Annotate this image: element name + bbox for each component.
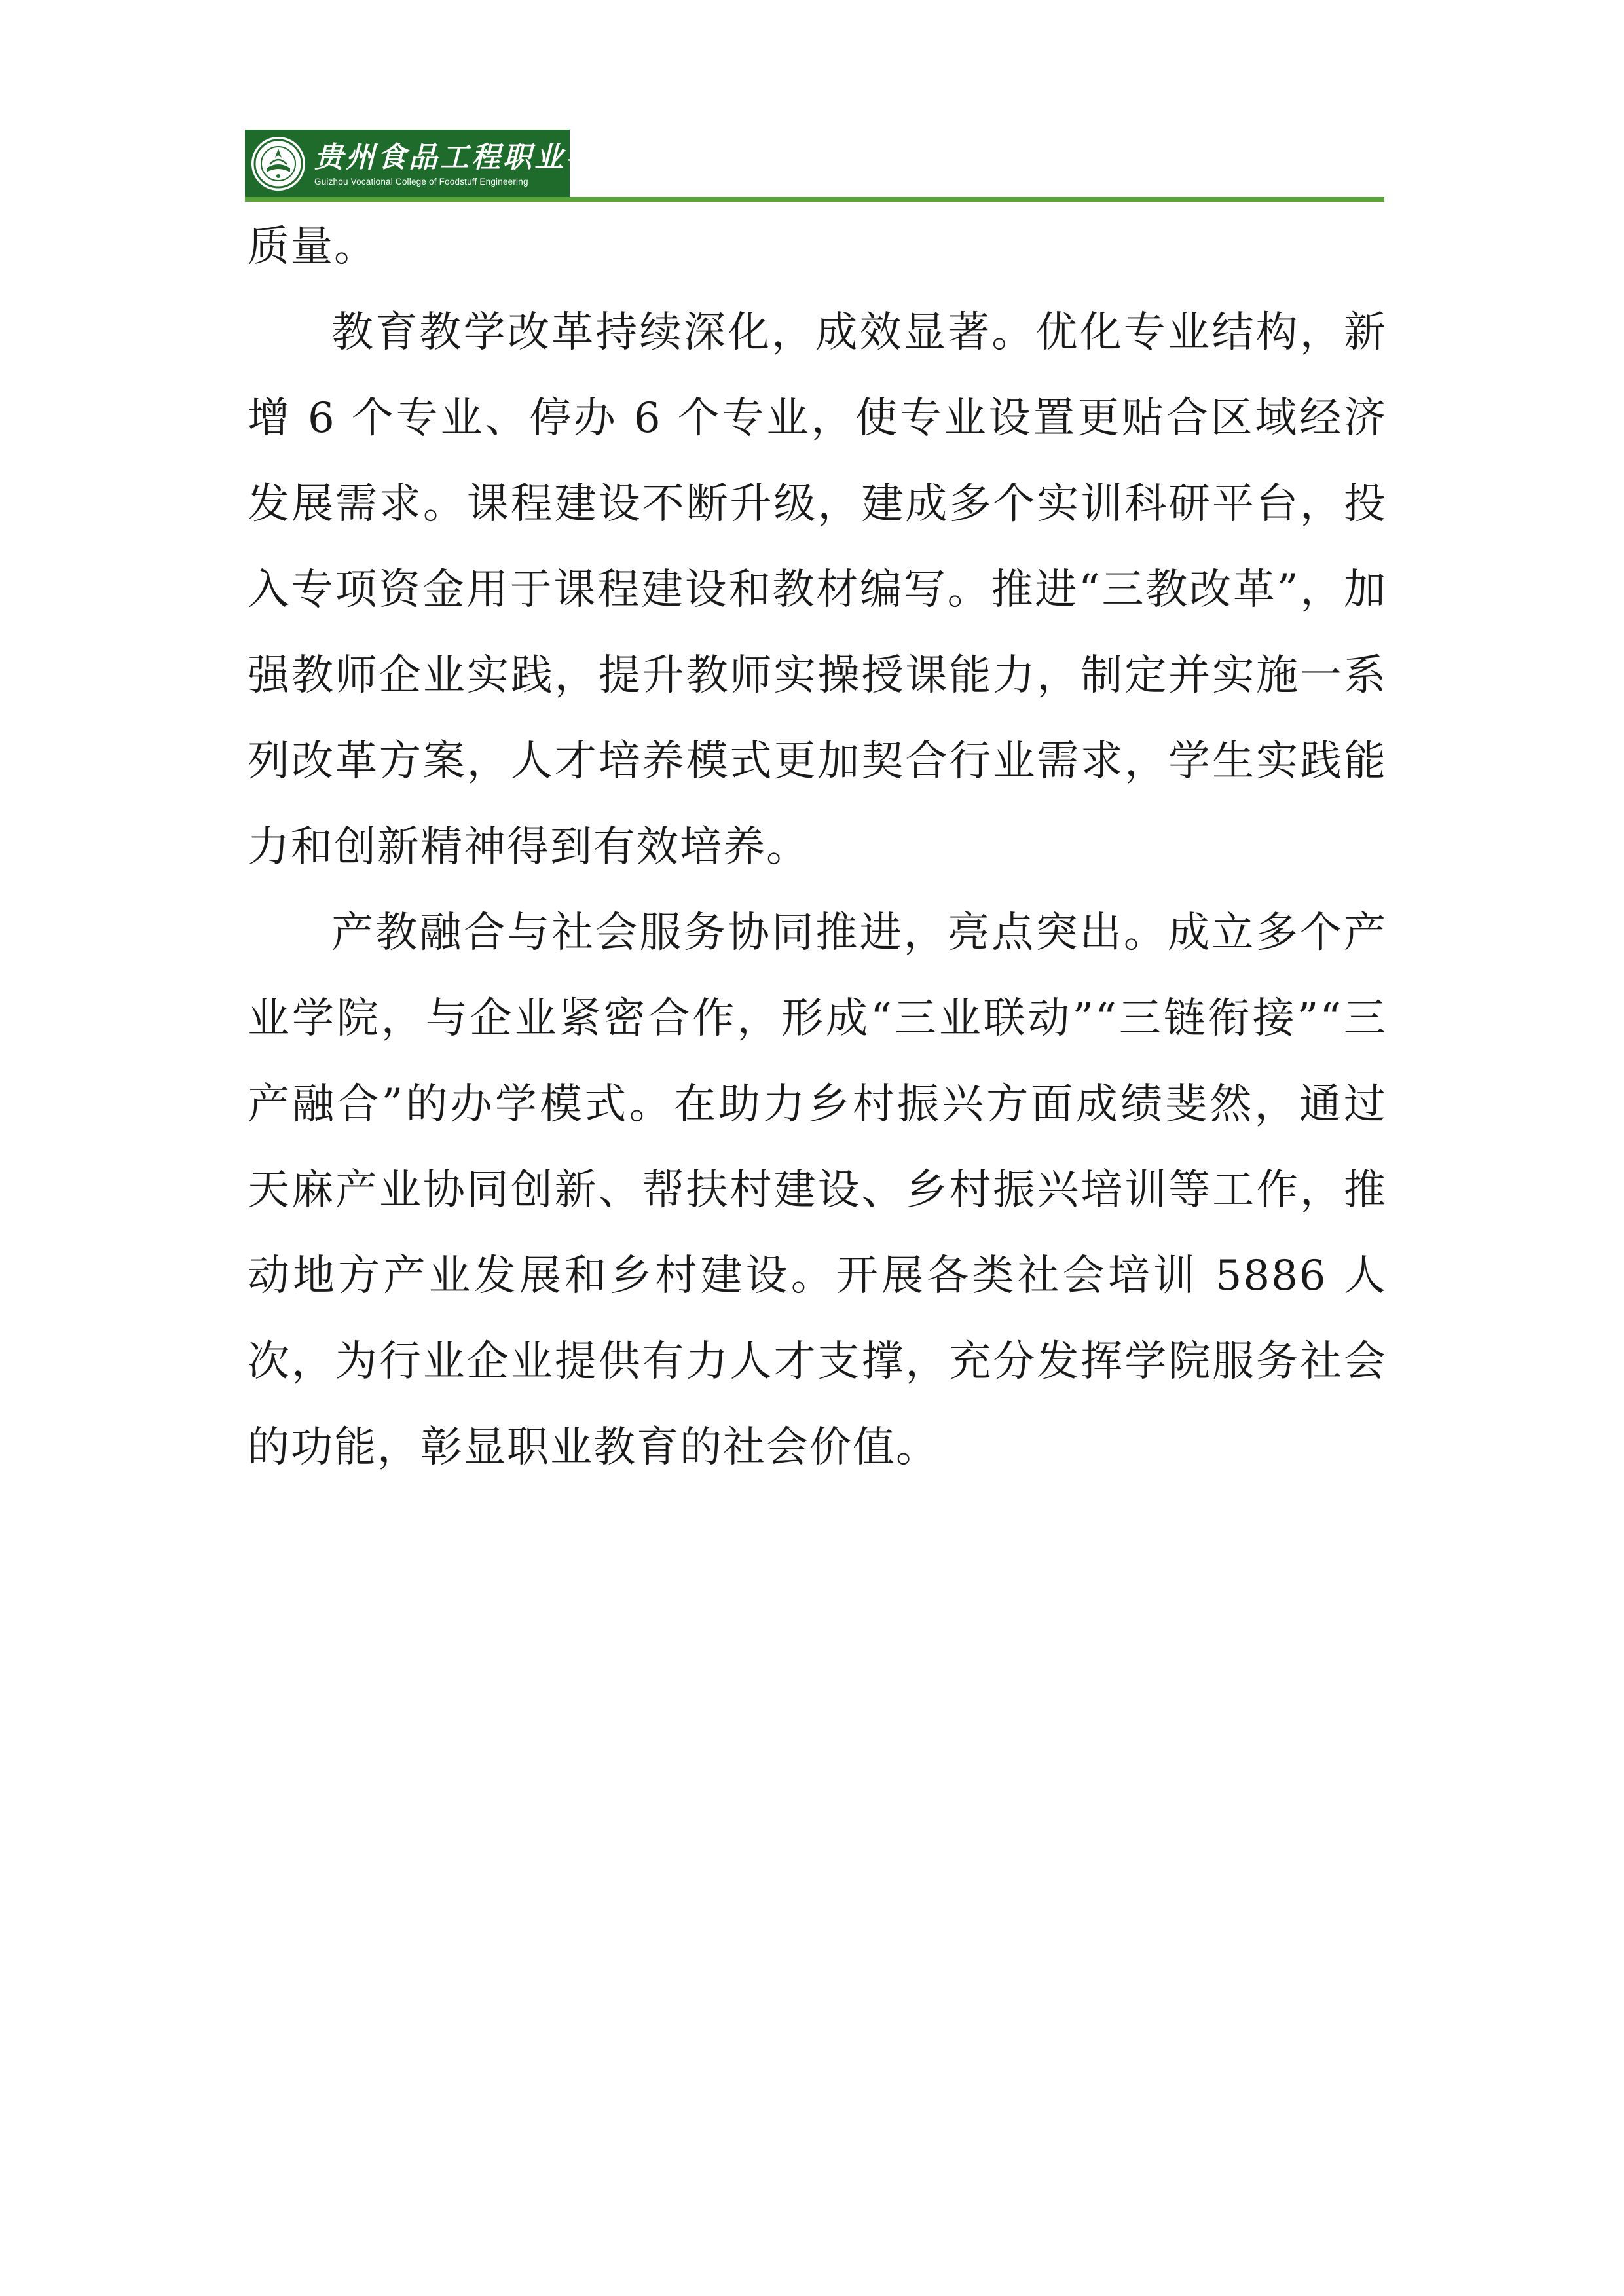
page-header [245,130,1384,202]
header-divider [245,197,1384,202]
college-emblem-icon [250,136,306,192]
college-name-cn: 贵州食品工程职业学院 [314,140,629,174]
college-logo-banner [245,130,629,197]
paragraph-education-reform: 教育教学改革持续深化，成效显著。优化专业结构，新增 6 个专业、停办 6 个专业，使专业设置更贴合区域经济发展需求。课程建设不断升级，建成多个实训科研平台，投入专项资金用于课程建设和教材编写。推进“三教改革”，加强教师企业实践，提升教师实操授课能力，制定并实施一系列改革方案，人才培养模式更加契合行业需求，学生实践能力和创新精神得到有效培养。 [248,308,1387,871]
college-name-en: Guizhou Vocational College of Foodstuff Engineering [314,176,528,187]
paragraph-continuation: 质量。 [248,223,377,271]
paragraph-industry-integration: 产教融合与社会服务协同推进，亮点突出。成立多个产业学院，与企业紧密合作，形成“三业联动”“三链衔接”“三产融合”的办学模式。在助力乡村振兴方面成绩斐然，通过天麻产业协同创新、帮扶村建设、乡村振兴培训等工作，推动地方产业发展和乡村建设。开展各类社会培训 5886 人次，为行业企业提供有力人才支撑，充分发挥学院服务社会的功能，彰显职业教育的社会价值。 [248,909,1387,1472]
document-body [248,204,1387,1491]
